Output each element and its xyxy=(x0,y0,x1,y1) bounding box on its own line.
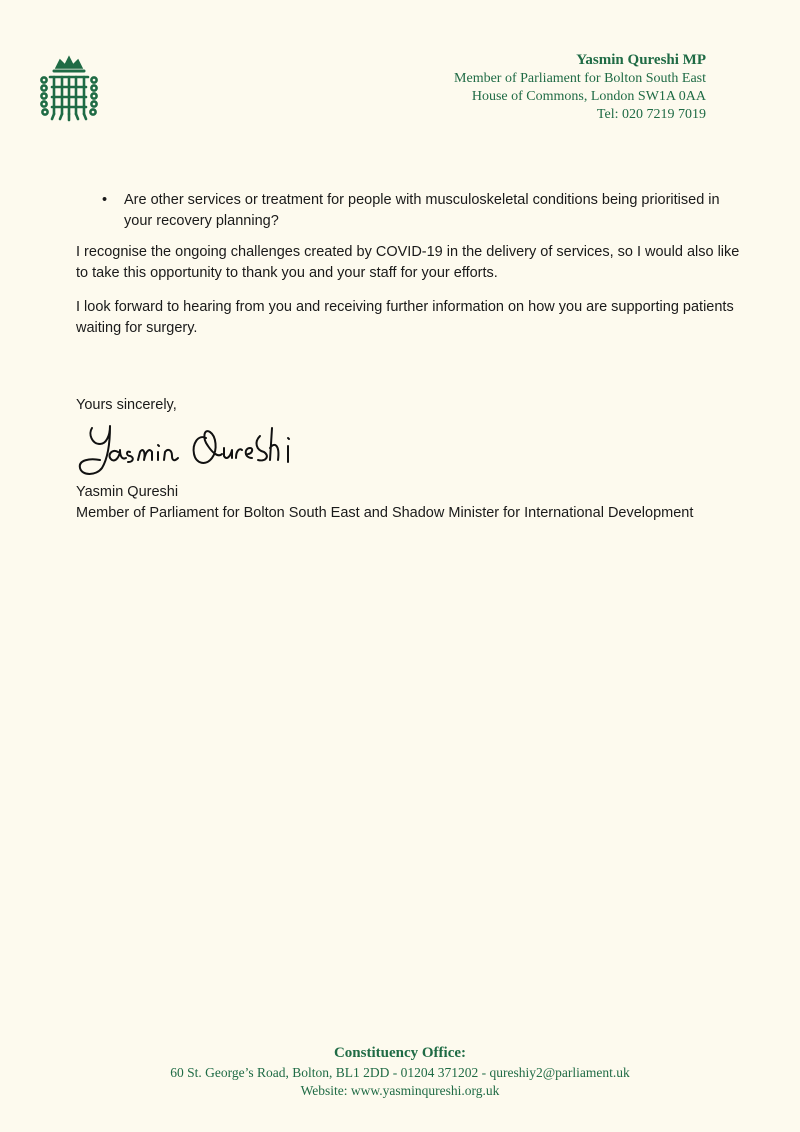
bullet-text: Are other services or treatment for people with musculoskeletal conditions being prioritised in your recovery planning? xyxy=(124,192,720,229)
bullet-icon: • xyxy=(102,192,108,208)
salutation: Yours sincerely, xyxy=(76,397,177,413)
signer-name: Yasmin Qureshi xyxy=(76,484,179,500)
mp-phone: Tel: 020 7219 7019 xyxy=(596,107,706,122)
mp-name: Yasmin Qureshi MP xyxy=(576,52,706,68)
portcullis-icon xyxy=(38,54,100,124)
bullet-item xyxy=(76,190,746,232)
paragraph-thanks: I recognise the ongoing challenges created by COVID-19 in the delivery of services, so I would also like to take this opportunity to thank you and your staff for your efforts. xyxy=(76,244,740,281)
footer-title: Constituency Office: xyxy=(333,1045,467,1061)
footer-address: 60 St. George’s Road, Bolton, BL1 2DD - 01204 371202 - qureshiy2@parliament.uk xyxy=(170,1065,630,1080)
letter-body xyxy=(76,190,746,352)
signer-title: Member of Parliament for Bolton South East and Shadow Minister for International Development xyxy=(76,505,694,521)
signer-block xyxy=(76,482,693,524)
footer-website: Website: www.yasminqureshi.org.uk xyxy=(300,1083,500,1098)
mp-role: Member of Parliament for Bolton South East xyxy=(454,71,706,86)
mp-address: House of Commons, London SW1A 0AA xyxy=(471,89,706,104)
letterhead xyxy=(454,50,706,124)
signature xyxy=(74,414,334,480)
paragraph-closing: I look forward to hearing from you and receiving further information on how you are supporting patients waiting for surgery. xyxy=(76,299,734,336)
footer xyxy=(0,1042,800,1100)
